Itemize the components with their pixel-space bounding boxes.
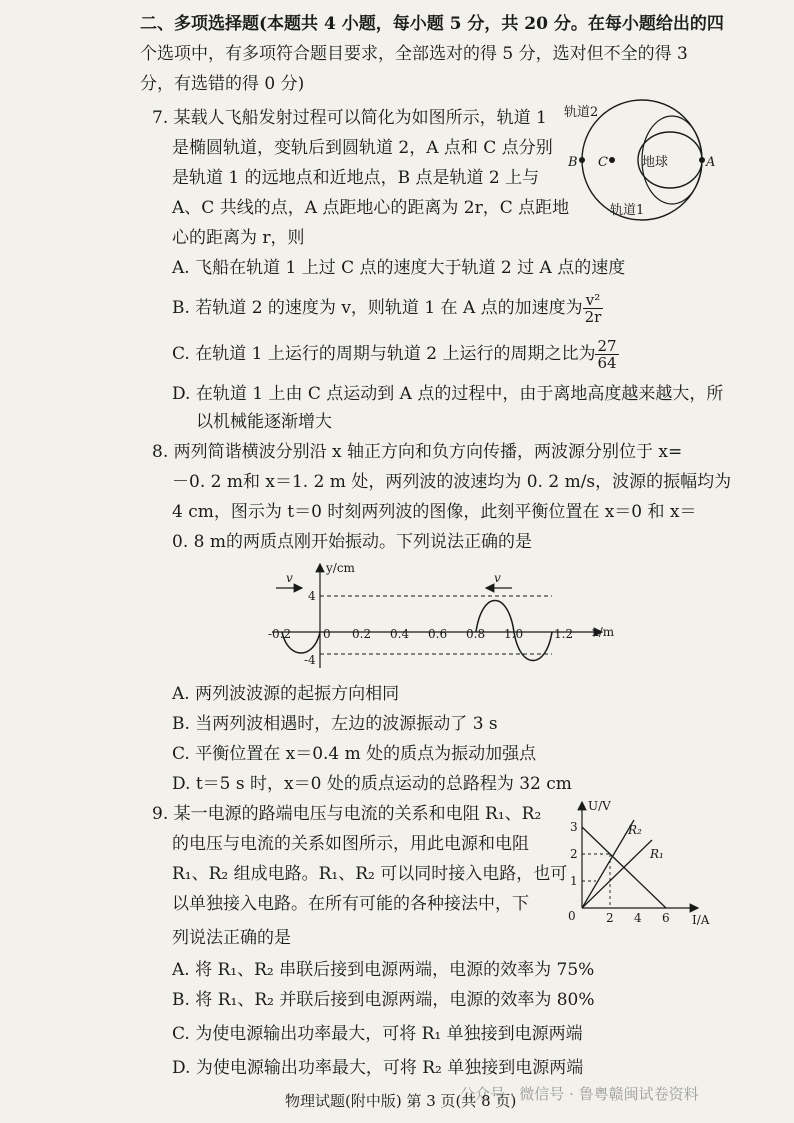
x-tick: 1.0 [504,627,524,641]
label-R1: R₁ [650,847,664,861]
section-header-line-1: 二、多项选择题(本题共 4 小题，每小题 5 分，共 20 分。在每小题给出的四 [140,14,724,34]
q7-b-numerator: v² [583,292,604,309]
x-ticks [268,627,573,641]
q7-option-d-line-1: D. 在轨道 1 上由 C 点运动到 A 点的过程中，由于离地高度越来越大，所 [172,384,724,404]
y-tick-pos: 4 [308,589,316,603]
arrow-right-label: v [494,571,501,585]
q7-option-b-text: B. 若轨道 2 的速度为 v，则轨道 1 在 A 点的加速度为 [172,298,583,318]
q8-option-d: D. t＝5 s 时，x＝0 处的质点运动的总路程为 32 cm [172,774,572,794]
origin-label: 0 [568,909,576,923]
y-axis-label: y/cm [326,561,355,575]
x-tick: 0.4 [390,627,410,641]
watermark: 公众号 · 微信号 · 鲁粤赣闽试卷资料 [460,1085,699,1103]
label-R2: R₂ [628,823,642,837]
label-orbit-2: 轨道2 [564,105,599,120]
x-tick: 0.8 [466,627,486,641]
q7-c-numerator: 27 [597,337,617,355]
i-tick-2: 2 [606,911,614,925]
x-axis-label: x/m [592,625,615,639]
q7-option-d-line-2: 以机械能逐渐增大 [196,412,332,432]
q7-line-4: A、C 共线的点，A 点距地心的距离为 2r，C 点距地 [172,198,570,218]
q7-option-b [172,292,603,325]
q7-option-c-text: C. 在轨道 1 上运行的周期与轨道 2 上运行的周期之比为 [172,344,596,364]
i-tick-4: 4 [634,911,642,925]
label-A: A [706,155,716,170]
point-C [609,157,615,163]
q8-option-b: B. 当两列波相遇时，左边的波源振动了 3 s [172,714,498,734]
label-B: B [568,155,578,170]
x-tick: 1.2 [554,627,574,641]
i-axis-label: I/A [692,913,710,926]
q7-line-3: 是轨道 1 的远地点和近地点，B 点是轨道 2 上与 [172,168,540,188]
point-B [579,157,585,163]
q9-option-b: B. 将 R₁、R₂ 并联后接到电源两端，电源的效率为 80% [172,990,595,1010]
q8-option-c: C. 平衡位置在 x＝0.4 m 处的质点为振动加强点 [172,744,537,764]
q8-line-4: 0. 8 m的两质点刚开始振动。下列说法正确的是 [172,532,532,552]
q7-line-1: 7. 某载人飞船发射过程可以简化为如图所示，轨道 1 [152,108,547,128]
section-header-line-2: 个选项中，有多项符合题目要求，全部选对的得 5 分，选对但不全的得 3 [140,44,688,64]
page-footer: 物理试题(附中版) 第 3 页(共 8 页) [285,1092,517,1110]
q9-line-5: 列说法正确的是 [172,928,291,948]
u-tick-2: 2 [570,847,578,861]
i-tick-6: 6 [662,911,670,925]
q9-option-d: D. 为使电源输出功率最大，可将 R₂ 单独接到电源两端 [172,1058,584,1078]
u-tick-1: 1 [570,874,578,888]
q7-option-c [172,338,619,371]
q7-b-denominator: 2r [584,308,602,326]
ui-graph [560,796,710,926]
q8-line-1: 8. 两列简谐横波分别沿 x 轴正方向和负方向传播，两波源分别位于 x= [152,442,683,462]
q7-option-b-fraction [583,292,604,325]
r2-line [582,820,634,908]
wave-graph [262,560,622,672]
q9-option-a: A. 将 R₁、R₂ 串联后接到电源两端，电源的效率为 75% [172,960,595,980]
arrow-left-label: v [286,571,293,585]
orbit-diagram [560,96,720,226]
r1-line [582,840,652,908]
q7-option-c-fraction [595,338,618,371]
q8-line-3: 4 cm，图示为 t＝0 时刻两列波的图像，此刻平衡位置在 x＝0 和 x＝ [172,502,697,522]
y-tick-neg: -4 [304,653,316,667]
point-A [699,157,705,163]
q7-line-5: 心的距离为 r，则 [172,228,305,248]
q9-line-2: 的电压与电流的关系如图所示，用此电源和电阻 [172,834,529,854]
q9-option-c: C. 为使电源输出功率最大，可将 R₁ 单独接到电源两端 [172,1024,583,1044]
q7-c-denominator: 64 [597,354,617,372]
q8-option-a: A. 两列波波源的起振方向相同 [172,684,400,704]
section-header-line-3: 分，有选错的得 0 分) [140,74,305,94]
x-tick: 0.6 [428,627,448,641]
q9-line-1: 9. 某一电源的路端电压与电流的关系和电阻 R₁、R₂ [152,804,542,824]
x-tick: -0.2 [268,627,292,641]
u-axis-label: U/V [588,799,611,813]
q8-line-2: －0. 2 m和 x＝1. 2 m 处，两列波的波速均为 0. 2 m/s，波源的振幅均为 [172,472,732,492]
u-tick-3: 3 [570,820,578,834]
label-earth: 地球 [642,155,669,170]
x-tick: 0 [323,627,331,641]
q9-line-3: R₁、R₂ 组成电路。R₁、R₂ 可以同时接入电路，也可 [172,864,568,884]
label-orbit-1: 轨道1 [610,203,645,218]
label-C: C [598,155,608,170]
x-tick: 0.2 [352,627,372,641]
q7-line-2: 是椭圆轨道，变轨后到圆轨道 2，A 点和 C 点分别 [172,138,553,158]
q7-option-a: A. 飞船在轨道 1 上过 C 点的速度大于轨道 2 过 A 点的速度 [172,258,626,278]
q9-line-4: 以单独接入电路。在所有可能的各种接法中，下 [172,894,529,914]
